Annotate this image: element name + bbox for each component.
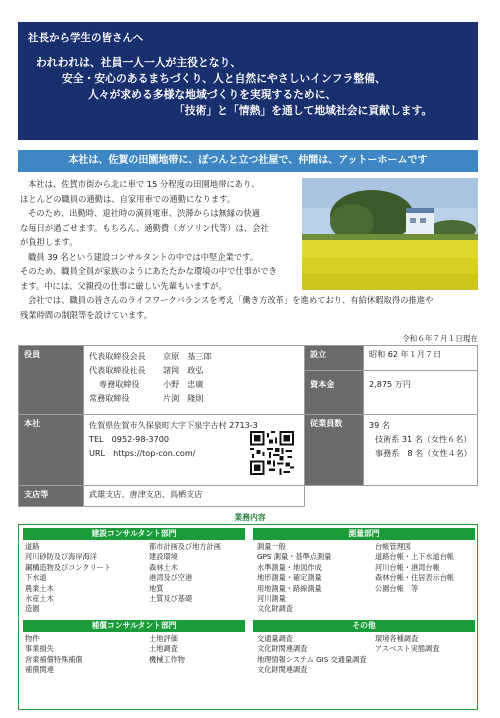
intro-line: 本社は、佐賀市街から北に車で 15 分程度の田園地帯にあり、 [28,179,260,189]
officer-name: 諸岡 政弘 [163,365,204,375]
intro-line: な毎日が過ごせます。もちろん、通勤費（ガソリン代等）は、会社 [20,222,269,233]
hq-label: 本社 [19,415,84,486]
service-item: 港湾及び空港 [149,573,193,583]
service-item: 河川測量 [257,594,286,604]
service-group-header: 建設コンサルタント部門 [23,528,245,540]
message-heading: 社長から学生の皆さんへ [28,32,144,44]
service-group-header: 測量部門 [253,528,475,540]
hq-tel: TEL 0952-98-3700 [89,434,169,444]
officer-title: 代表取締役会長 [89,351,146,361]
service-item: 道路 [25,542,40,551]
service-item: 建設環境 [149,552,178,562]
service-item: 環境各種調査 [375,634,419,643]
service-item: 物件 [25,634,40,643]
service-item: 河川台帳・港湾台帳 [375,562,440,572]
service-item: 河川砂防及び海岸海洋 [25,552,97,562]
intro-line: が負担します。 [20,237,78,248]
service-item: 文化財調査 [257,604,293,614]
officers-cell [84,346,305,415]
as-of-date: 令和６年７月１日現在 [402,334,478,343]
service-list [375,542,454,594]
branches-value: 武雄支店、唐津支店、鳥栖支店 [84,486,305,507]
service-item: 文化財関連調査 [257,665,308,675]
service-item: 営業補償特殊補償 [25,654,83,664]
service-item: 水準測量・地図作成 [257,562,322,572]
service-item: 土質及び基礎 [149,594,193,604]
message-line-2: 安全・安心のあるまちづくり、人と自然にやさしいインフラ整備、 [62,72,386,85]
hq-url[interactable]: URL https://top-con.com/ [89,448,196,458]
officer-name: 京原 基三郎 [163,351,212,361]
message-line-4: 「技術」と「情熱」を通して地域社会に貢献します。 [174,104,433,117]
service-list [375,634,439,655]
service-item: 用地測量・路線測量 [257,583,322,593]
service-item: アスベスト実態調査 [375,644,440,654]
service-item: 測量一般 [257,542,286,551]
service-item: 森林土木 [149,562,178,572]
service-item: 地理情報システム GIS 交通量調査 [257,654,367,664]
service-item: 道路台帳・上下水道台帳 [375,552,455,562]
hq-address: 佐賀県佐賀市久保泉町大字下泉字古村 2713-3 [89,420,258,430]
message-line-1: われわれは、社員一人一人が主役となり、 [36,56,242,69]
staff-total: 39 名 [369,420,390,430]
intro-line: 職員 39 名という建設コンサルタントの中では中堅企業です。 [28,251,259,262]
service-list [257,634,367,676]
staff-office: 事務系 8 名（女性４名） [375,448,472,458]
service-list [149,634,185,665]
officer-name: 小野 忠廣 [163,379,204,389]
service-item: 都市計画及び地方計画 [149,542,221,551]
service-list [25,634,83,676]
service-item: 台帳管理図 [375,542,411,551]
staff-cell [364,415,478,486]
service-item: 公園台帳 等 [375,583,419,593]
capital-label: 資本金 [305,371,364,415]
service-item: 文化財関連調査 [257,644,308,654]
intro-line: そのため、職員全員が家族のようにあたたかな環境の中で仕事ができ [20,266,277,276]
qr-code-icon[interactable] [250,431,294,475]
officer-name: 片渕 隆則 [163,393,204,403]
service-item: 地質 [149,583,164,593]
service-item: 機械工作物 [149,654,185,664]
service-list [257,542,331,615]
service-item: 地形測量・確定測量 [257,573,322,583]
service-item: 農業土木 [25,583,54,593]
company-info-table [18,345,478,507]
intro-line: ほとんどの職員の通勤は、自家用車での通勤になります。 [20,193,236,204]
service-list [149,542,221,604]
staff-tech: 技術系 31 名（女性６名） [375,434,472,444]
service-item: 土地評価 [149,634,178,643]
office-photo [302,178,478,290]
service-item: 補償関連 [25,665,54,675]
service-group-header: 補償コンサルタント部門 [23,620,245,632]
capital-value: 2,875 万円 [364,371,478,415]
service-item: GPS 測量・基準点測量 [257,552,332,562]
officer-title: 代表取締役社長 [89,365,146,375]
officer-title: 専務取締役 [99,379,140,389]
headline-band: 本社は、佐賀の田園地帯に、ぽつんと立つ社屋で、仲間は、アットーホームです [18,150,478,172]
service-list [25,542,111,615]
established-label: 設立 [305,346,364,371]
officers-label: 役員 [19,346,84,415]
service-item: 造園 [25,604,40,614]
service-group-header: その他 [253,620,475,632]
intro-line: そのため、出勤時、退社時の満員電車、渋滞からは無縁の快適 [28,208,260,219]
message-line-3: 人々が求める多様な地域づくりを実現するために、 [88,88,337,101]
established-value: 昭和 62 年１月７日 [364,346,478,371]
intro-text-block [20,177,302,265]
president-message-box [18,22,478,140]
intro-line: 残業時間の制限等を設けています。 [20,309,153,320]
service-item: 土地調査 [149,644,178,654]
services-title: 業務内容 [234,513,266,522]
intro-line: 会社では、職員の皆さんのライフワークバランスを考え「働き方改革」を進めており、有給休暇取得の推進や [28,295,434,306]
service-item: 下水道 [25,573,47,583]
services-box [18,524,478,710]
officer-title: 常務取締役 [89,393,130,403]
service-item: 事業損失 [25,644,54,654]
branches-label: 支店等 [19,486,84,507]
intro-line: ます。中には、父親役の仕事に厳しい先輩もいますが。 [20,280,227,291]
staff-label: 従業員数 [305,415,364,486]
service-item: 水産土木 [25,594,54,604]
service-item: 森林台帳・住居表示台帳 [375,573,455,583]
service-item: 交通量調査 [257,634,293,643]
service-item: 鋼構造物及びコンクリート [25,562,112,572]
